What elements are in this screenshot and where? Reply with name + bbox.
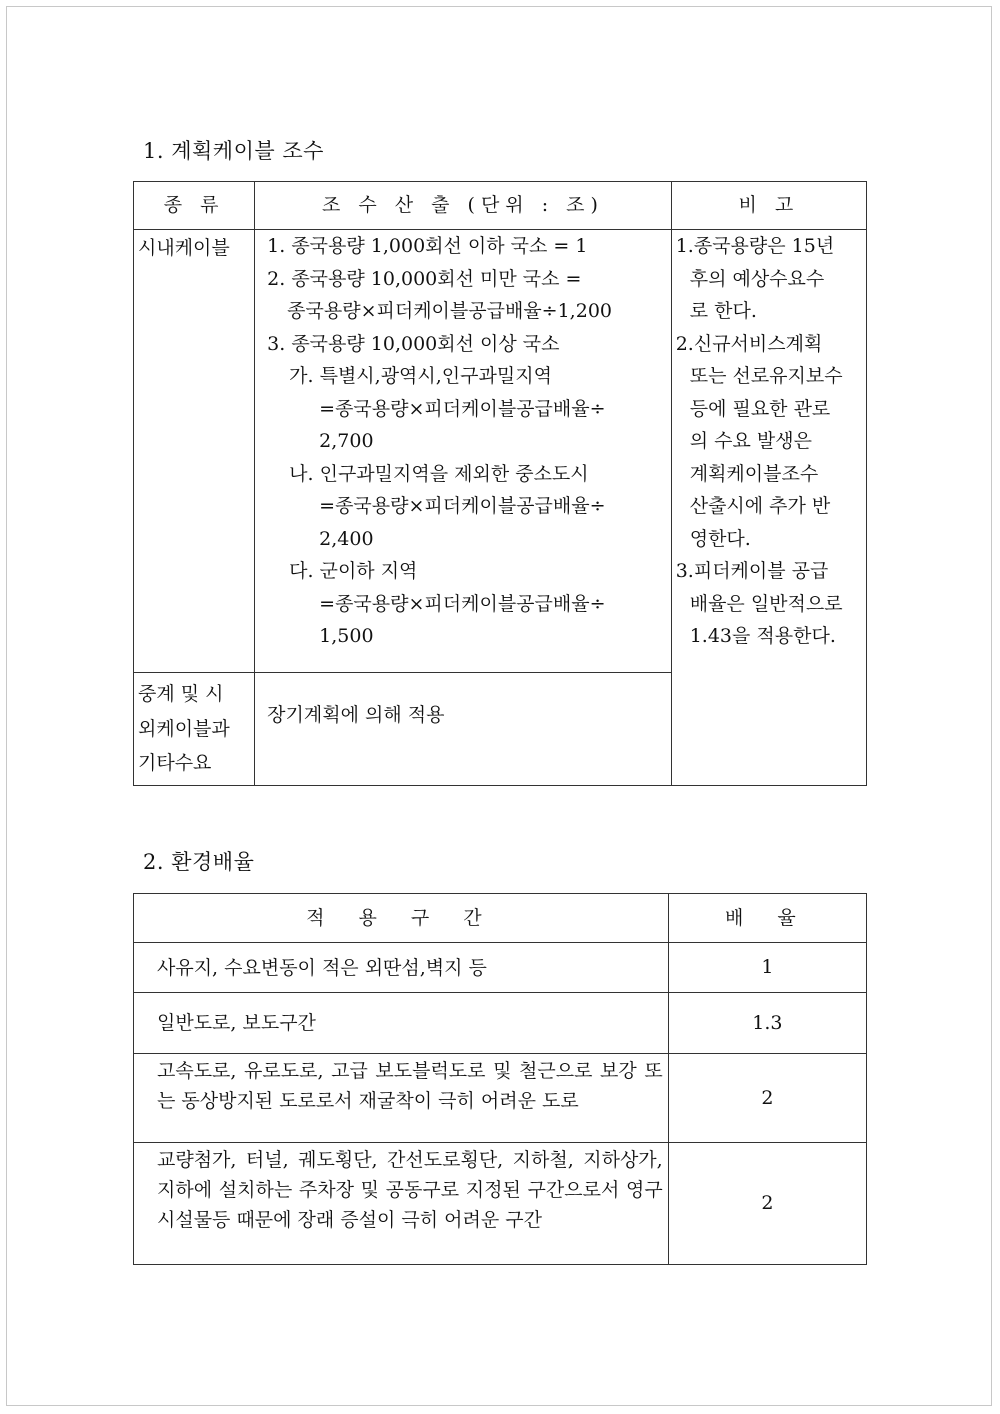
table-row xyxy=(134,1143,867,1265)
section-cell: 고속도로, 유로도로, 고급 보도블럭도로 및 철근으로 보강 또는 동상방지된 도로로서 재굴착이 극히 어려운 도로 xyxy=(134,1054,669,1143)
remark-cell xyxy=(671,230,866,786)
table-header-row xyxy=(134,894,867,943)
remark-line: 산출시에 추가 반 xyxy=(689,495,831,517)
section-cell: 사유지, 수요변동이 적은 외딴섬,벽지 등 xyxy=(134,943,669,993)
remark-line: 1.종국용량은 15년 xyxy=(675,235,835,257)
remark-line: 로 한다. xyxy=(689,300,757,322)
header-type: 종 류 xyxy=(134,182,255,230)
section2-title: 2. 환경배율 xyxy=(143,850,255,874)
table-header-row xyxy=(134,182,867,230)
header-remark: 비 고 xyxy=(671,182,866,230)
header-section: 적 용 구 간 xyxy=(134,894,669,943)
table-row xyxy=(134,1054,867,1143)
rate-cell: 1 xyxy=(668,943,866,993)
remark-line: 3.피더케이블 공급 xyxy=(675,560,829,582)
type-relay-cable xyxy=(134,673,255,786)
calc-line: 2,700 xyxy=(319,430,374,452)
calc-line: 1. 종국용량 1,000회선 이하 국소 = 1 xyxy=(267,235,588,257)
type-line: 중계 및 시 xyxy=(138,683,224,705)
calc-line: 2,400 xyxy=(319,527,374,550)
rate-cell: 2 xyxy=(668,1143,866,1265)
section-cell: 일반도로, 보도구간 xyxy=(134,993,669,1054)
calc-line: 3. 종국용량 10,000회선 이상 국소 xyxy=(267,332,560,355)
section1-title: 1. 계획케이블 조수 xyxy=(143,139,324,163)
section-cell: 교량첨가, 터널, 궤도횡단, 간선도로횡단, 지하철, 지하상가, 지하에 설치하는 주차장 및 공동구로 지정된 구간으로서 영구시설물등 때문에 장래 증설이 극히 어려운 구간 xyxy=(134,1143,669,1265)
table-row xyxy=(134,230,867,673)
calc-line: =종국용량×피더케이블공급배율÷ xyxy=(319,592,606,615)
header-rate: 배 율 xyxy=(668,894,866,943)
calc-line: =종국용량×피더케이블공급배율÷ xyxy=(319,397,606,420)
calc-line: 나. 인구과밀지역을 제외한 중소도시 xyxy=(289,462,589,485)
remark-line: 의 수요 발생은 xyxy=(689,430,812,452)
calc-relay-cable: 장기계획에 의해 적용 xyxy=(255,673,672,786)
table-row xyxy=(134,943,867,993)
table-row xyxy=(134,993,867,1054)
type-line: 기타수요 xyxy=(138,752,212,774)
remark-line: 1.43을 적용한다. xyxy=(689,625,836,647)
remark-line: 배율은 일반적으로 xyxy=(689,592,843,615)
type-local-cable: 시내케이블 xyxy=(134,230,255,673)
rate-cell: 2 xyxy=(668,1054,866,1143)
calc-line: 1,500 xyxy=(319,625,374,647)
remark-line: 또는 선로유지보수 xyxy=(689,365,843,387)
calc-line: 다. 군이하 지역 xyxy=(289,560,418,582)
environment-rate-table xyxy=(133,893,867,1265)
calc-line: 종국용량×피더케이블공급배율÷1,200 xyxy=(287,300,612,322)
calc-line: =종국용량×피더케이블공급배율÷ xyxy=(319,495,606,517)
remark-line: 2.신규서비스계획 xyxy=(675,332,823,355)
remark-line: 등에 필요한 관로 xyxy=(689,397,831,420)
calc-local-cable xyxy=(255,230,672,673)
header-calc: 조 수 산 출 (단위 : 조) xyxy=(255,182,672,230)
remark-line: 후의 예상수요수 xyxy=(689,267,825,290)
type-line: 외케이블과 xyxy=(138,717,230,740)
calc-line: 가. 특별시,광역시,인구과밀지역 xyxy=(289,365,552,387)
calc-line: 2. 종국용량 10,000회선 미만 국소 = xyxy=(267,267,582,290)
cable-count-table xyxy=(133,181,867,786)
remark-line: 영한다. xyxy=(689,527,751,550)
rate-cell: 1.3 xyxy=(668,993,866,1054)
remark-line: 계획케이블조수 xyxy=(689,462,819,485)
